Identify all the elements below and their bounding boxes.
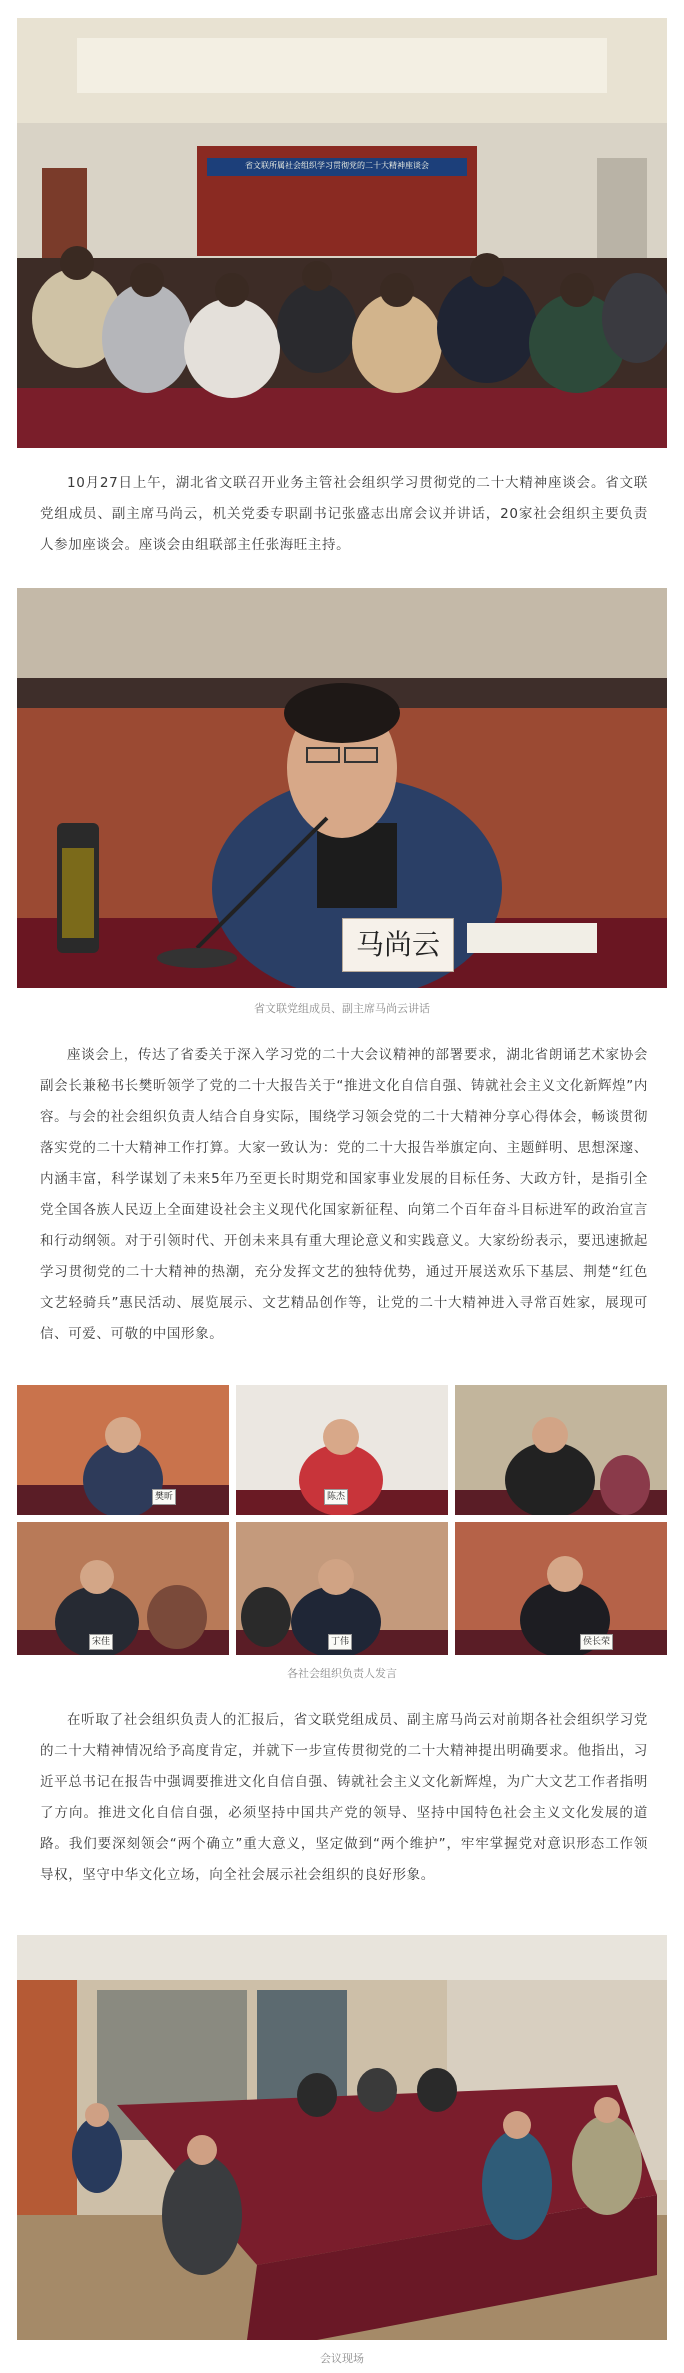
speaker-photo-caption: 省文联党组成员、副主席马尚云讲话: [254, 1002, 430, 1015]
grid-photo-4: [17, 1522, 229, 1655]
paragraph-2: 座谈会上，传达了省委关于深入学习党的二十大会议精神的部署要求，湖北省朗诵艺术家协会副会长兼秘书长樊昕领学了党的二十大报告关于“推进文化自信自强、铸就社会主义文化新辉煌”内容。与会的社会组织负责人结合自身实际，围绕学习领会党的二十大精神分享心得体会，畅谈贯彻落实党的二十大精神工作打算。大家一致认为：党的二十大报告举旗定向、主题鲜明、思想深邃、内涵丰富，科学谋划了未来5年乃至更长时期党和国家事业发展的目标任务、大政方针，是指引全党全国各族人民迈上全面建设社会主义现代化国家新征程、向第二个百年奋斗目标进军的政治宣言和行动纲领。对于引领时代、开创未来具有重大理论意义和实践意义。大家纷纷表示，要迅速掀起学习贯彻党的二十大精神的热潮，充分发挥文艺的独特优势，通过开展送欢乐下基层、荆楚“红色文艺轻骑兵”惠民活动、展览展示、文艺精品创作等，让党的二十大精神进入寻常百姓家，展现可信、可爱、可敬的中国形象。: [40, 1047, 648, 1342]
speakers-photo-grid: [17, 1385, 667, 1655]
banner-text: 省文联所属社会组织学习贯彻党的二十大精神座谈会: [245, 161, 429, 170]
paragraph-1: 10月27日上午，湖北省文联召开业务主管社会组织学习贯彻党的二十大精神座谈会。省文联党组成员、副主席马尚云，机关党委专职副书记张盛志出席会议并讲话，20家社会组织主要负责人参加座谈会。座谈会由组联部主任张海旺主持。: [40, 475, 648, 553]
speaker-photo: [17, 588, 667, 988]
grid-photo-3: [455, 1385, 667, 1515]
speaker-nameplate: 马尚云: [342, 918, 454, 972]
grid-nameplate-2: 陈杰: [324, 1489, 348, 1505]
meeting-hall-illustration: [17, 18, 667, 448]
meeting-scene-caption: 会议现场: [320, 2352, 364, 2365]
grid-nameplate-1: 樊昕: [152, 1489, 176, 1505]
meeting-scene-illustration: [17, 1935, 667, 2340]
meeting-scene-photo: [17, 1935, 667, 2340]
grid-nameplate-7: 侯长荣: [580, 1634, 613, 1650]
meeting-hall-photo: [17, 18, 667, 448]
grid-photo-6: [455, 1522, 667, 1655]
grid-nameplate-5: 丁伟: [328, 1634, 352, 1650]
grid-photo-1: [17, 1385, 229, 1515]
grid-photo-2: [236, 1385, 448, 1515]
speakers-grid-caption: 各社会组织负责人发言: [287, 1667, 397, 1680]
paragraph-3: 在听取了社会组织负责人的汇报后，省文联党组成员、副主席马尚云对前期各社会组织学习党的二十大精神情况给予高度肯定，并就下一步宣传贯彻党的二十大精神提出明确要求。他指出，习近平总书记在报告中强调要推进文化自信自强、铸就社会主义文化新辉煌，为广大文艺工作者指明了方向。推进文化自信自强，必须坚持中国共产党的领导、坚持中国特色社会主义文化发展的道路。我们要深刻领会“两个确立”重大意义，坚定做到“两个维护”，牢牢掌握党对意识形态工作领导权，坚守中华文化立场，向全社会展示社会组织的良好形象。: [40, 1712, 648, 1883]
grid-nameplate-4: 宋佳: [89, 1634, 113, 1650]
grid-photo-5: [236, 1522, 448, 1655]
